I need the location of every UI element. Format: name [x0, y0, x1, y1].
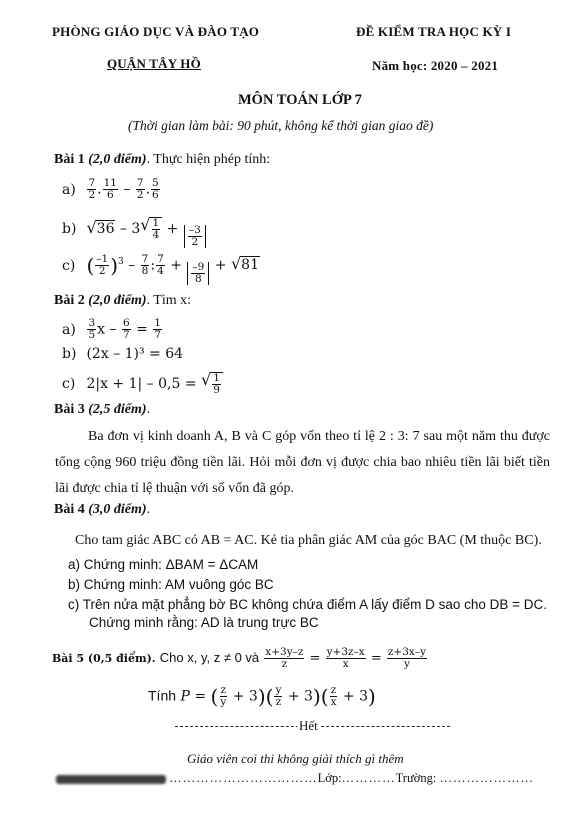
bai4-a: a) Chứng minh: ΔBAM = ΔCAM [68, 557, 259, 572]
absolute-value: $\frac{-3}{2}$ [184, 225, 206, 248]
bai3-heading: Bài 3 (2,5 điểm). [54, 402, 151, 417]
school-year: Năm học: 2020 – 2021 [372, 58, 499, 73]
district-name: QUẬN TÂY HỒ [107, 56, 201, 71]
bai2-a: a) $\frac{3}{5}$ x – $\frac{6}{7}$ = $\frac{1}{7}$ [62, 317, 161, 342]
bai1-c: c) ( $\frac{-1}{2}$ )$^3$ – $\frac{7}{8}$ : $\frac{7}{4}$ + $\frac{-9}{8}$ + √ 81 [62, 253, 259, 285]
student-info-line: ……………………………Lớp:…………Trường: ………………… [56, 771, 534, 787]
bai2-heading [54, 292, 191, 310]
time-note: (Thời gian làm bài: 90 phút, không kể thời gian giao đề) [128, 118, 434, 133]
bai1-a: a) $\frac{7}{2}$ . $\frac{11}{6}$ – $\frac{7}{2}$ . $\frac{5}{6}$ [62, 177, 159, 202]
fraction: $\frac{7}{2}$ [136, 177, 144, 202]
end-marker: Hết [299, 718, 318, 733]
bai2-b-label: b) [62, 346, 77, 362]
bai1-points: (2,0 điểm) [88, 152, 147, 167]
bai1-b: b) √ 36 – 3 √ $\frac{1}{4}$ + $\frac{-3}{2}$ [62, 217, 207, 248]
bai2-c-expression: 2|x + 1| – 0,5 = [86, 376, 202, 393]
bai5-title: Bài 5 (0,5 điểm). [52, 652, 156, 666]
bai2-instruction: . Tìm x: [146, 293, 192, 308]
bai3-title: Bài 3 [54, 402, 85, 417]
bai1-instruction: . Thực hiện phép tính: [146, 152, 271, 167]
bai2-a-label: a) [62, 321, 76, 338]
bai1-b-label: b) [62, 221, 77, 238]
bai4-c-line1: c) Trên nửa mặt phẳng bờ BC không chứa điểm A lấy điểm D sao cho DB = DC. [68, 597, 548, 612]
fraction: $\frac{11}{6}$ [103, 177, 117, 202]
bai2-c: c) 2|x + 1| – 0,5 = √ $\frac{1}{9}$ [62, 372, 223, 396]
bai1-heading [54, 151, 270, 169]
department-name: PHÒNG GIÁO DỤC VÀ ĐÀO TẠO [52, 24, 260, 39]
bai2-b-expression: (2x – 1)³ = 64 [86, 346, 184, 362]
fraction: $\frac{5}{6}$ [152, 177, 159, 202]
bai4-intro: Cho tam giác ABC có AB = AC. Kẻ tia phân giác AM của góc BAC (M thuộc BC). [75, 533, 542, 548]
bai1-title: Bài 1 [54, 152, 85, 167]
footer-note: Giáo viên coi thi không giải thích gì thêm [187, 751, 404, 766]
bai1-a-label: a) [62, 181, 76, 198]
class-label: Lớp: [317, 771, 342, 785]
bai1-c-label: c) [62, 257, 76, 274]
sqrt: √ $\frac{1}{4}$ [140, 217, 162, 241]
sqrt: √ 36 [86, 217, 115, 237]
bai5-line1: Bài 5 (0,5 điểm). Cho x, y, z ≠ 0 và $\frac{x+3y-z}{z}$ = $\frac{y+3z-x}{x}$ = $\frac{z+3x-y}{y}$ [52, 646, 427, 671]
bai2-title: Bài 2 [54, 293, 85, 308]
bai2-c-label: c) [62, 376, 76, 393]
bai3-text: Ba đơn vị kinh doanh A, B và C góp vốn theo tỉ lệ 2 : 3: 7 sau một năm thu được tổng cộng 960 triệu đồng tiền lãi. Hỏi mỗi đơn vị được chia bao nhiêu tiền lãi biết tiền lãi được chia tỉ lệ thuận với số vốn đã góp. [55, 429, 550, 496]
subject-title: MÔN TOÁN LỚP 7 [238, 92, 362, 108]
bai5-line2: Tính P = ( $\frac{z}{y}$ + 3)( $\frac{y}{z}$ + 3)( $\frac{z}{x}$ + 3) [148, 684, 376, 709]
bai4-b: b) Chứng minh: AM vuông góc BC [68, 577, 274, 592]
school-label: Trường: [395, 771, 437, 785]
bai4-c-line2: Chứng minh rằng: AD là trung trực BC [89, 615, 319, 630]
bai4-heading: Bài 4 (3,0 điểm). [54, 502, 151, 517]
exam-title: ĐỀ KIỂM TRA HỌC KỲ I [356, 24, 512, 39]
bai4-title: Bài 4 [54, 502, 85, 517]
bai4-points: (3,0 điểm) [88, 502, 147, 517]
bai2-b [62, 346, 183, 364]
student-name-label-smudge [56, 775, 166, 784]
bai5-tinh: Tính [148, 687, 177, 704]
fraction: $\frac{7}{2}$ [88, 177, 96, 202]
bai5-condition: Cho x, y, z ≠ 0 và [159, 650, 260, 666]
bai2-points: (2,0 điểm) [88, 293, 147, 308]
bai3-points: (2,5 điểm) [88, 402, 147, 417]
